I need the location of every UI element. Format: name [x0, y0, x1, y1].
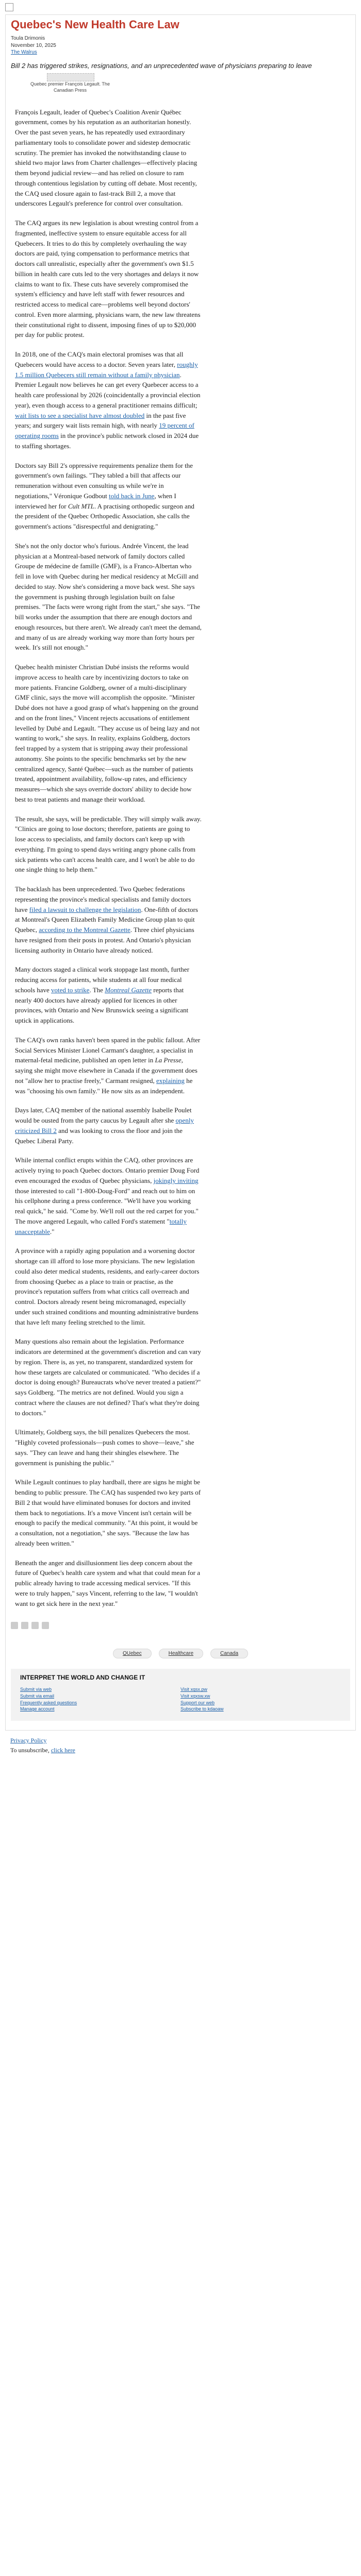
paragraph-text: While internal conflict erupts within the CAQ, other provinces are actively trying to poach Quebec doctors. Ontario premier Doug Ford even encouraged the exodus of Quebec physicians,: [15, 1156, 200, 1184]
inline-link[interactable]: roughly 1.5 million Quebecers still remain without a family physician: [15, 360, 198, 379]
paragraph-text: . A practising orthopedic surgeon and the president of the Quebec Orthopedic Association, she calls the government's actions "disrespectful and denigrating.": [15, 502, 194, 531]
twitter-icon[interactable]: [21, 1622, 28, 1629]
email-body: [0, 14, 361, 1755]
inline-link[interactable]: jokingly inviting: [153, 1176, 199, 1184]
newsletter-logo-icon: [5, 3, 13, 11]
footer-link[interactable]: Visit xqsx.pw: [180, 1687, 207, 1692]
article-paragraph: [15, 1477, 202, 1548]
paragraph-text: Doctors say Bill 2's oppressive requirements penalize them for the government's own failings. "They tabled a bill that affects our remuneration without even consulting us while we're in negotiations," Véronique Godbout: [15, 461, 193, 500]
article-paragraph: [15, 349, 202, 451]
footer-link[interactable]: Submit via email: [20, 1693, 55, 1699]
email-card: [5, 14, 356, 1731]
email-header: [0, 0, 361, 14]
footer-link[interactable]: Submit via web: [20, 1687, 52, 1692]
paragraph-text: Quebec health minister Christian Dubé insists the reforms would improve access to health care by incentivizing doctors to take on more patients. Francine Goldberg, owner of a multi-disciplinary GMF clinic, says the move will accomplish the opposite. "Minister Dubé does not have a good grasp of what's happening on the ground and on the front lines," Vincent rejects accusations of entitlement levelled by Dubé and Legault. "They accuse us of being lazy and not wanting to work," she says. In reality, explains Goldberg, doctors feel trapped by a system that is stripping away their professional autonomy. She points to the specific benchmarks set by the new centralized agency, Santé Québec—such as the number of patients treated, appointment availability, follow-up rates, and efficiency measures—which she says override doctors' ability to decide how best to treat patients and manage their workload.: [15, 663, 200, 803]
hero-caption: Quebec premier François Legault. The Canadian Press: [30, 81, 110, 93]
article-paragraph: [15, 541, 202, 653]
linkedin-icon[interactable]: [31, 1622, 39, 1629]
paragraph-text: . One-fifth of doctors at Montreal's Queen Elizabeth Family Medicine Group plan to quit Quebec,: [15, 905, 198, 934]
paragraph-text: She's not the only doctor who's furious. Andrée Vincent, the lead physician at a Montreal-based network of family doctors called Groupe de médecine de famille (GMF), is a Franco-Albertan who fell in love with Quebec during her medical residency at McGill and decided to stay. Now she's considering a move back west. She says the government is pushing through legislation built on false premises. "The facts were wrong right from the start," she says. "The bill works under the assumption that there are enough doctors and enough resources, but there aren't. We already can't meet the demand, and many of us are already working way more than forty hours per week. It's still not enough.": [15, 541, 202, 652]
paragraph-text: The CAQ argues its new legislation is about wresting control from a fragmented, ineffective system to ensure equitable access for all Quebecers. It tries to do this by completely overhauling the way doctors are paid, tying compensation to performance metrics that doctors call unrealistic, especially after the government's own $1.5 billion in health care cuts led to the very shortages and delays it now claims to want to fix. These cuts have severely compromised the system's efficiency and have left staff with fewer resources and restricted access to medical care—problems well beyond doctors' control. Even more alarming, physicians warn, the new law threatens their constitutional right to dissent, imposing fines of up to $20,000 per day for public protest.: [15, 219, 201, 339]
share-bar: [11, 1622, 350, 1629]
paragraph-text: reports that nearly 400 doctors have already applied for licences in other provinces, with Ontario and New Brunswick seeing a significant uptick in applications.: [15, 986, 189, 1025]
footer-right-links: [180, 1686, 341, 1712]
paragraph-text: in the province's public network closed in 2024 due to staffing shortages.: [15, 432, 199, 450]
inline-link[interactable]: wait lists to see a specialist have almost doubled: [15, 411, 145, 419]
article-subtitle: Bill 2 has triggered strikes, resignations, and an unprecedented wave of physicians preparing to leave: [11, 61, 312, 70]
paragraph-text: . Three chief physicians have resigned from their posts in protest. And Ontario's physician licensing authority in Ontario have already noticed.: [15, 926, 194, 954]
article-paragraph: [15, 1105, 202, 1146]
hero-image: [47, 73, 94, 81]
article-body: [15, 107, 202, 1609]
footer-link[interactable]: Manage account: [20, 1706, 55, 1712]
paragraph-text: , saying she might move elsewhere in Canada if the government does not "allow her to practise freely," Carmant resigned,: [15, 1056, 198, 1084]
article-paragraph: [15, 964, 202, 1026]
footer-link[interactable]: Support our web: [180, 1700, 215, 1705]
paragraph-text: he was "choosing his own family." He now sits as an independent.: [15, 1076, 193, 1095]
footer-left-links: [20, 1686, 180, 1712]
paragraph-text: in the past five years; and surgery wait lists remain high, with nearly: [15, 411, 186, 430]
footer-link[interactable]: Visit xqxsw.xw: [180, 1693, 210, 1699]
email-bottom: [5, 1731, 356, 1755]
article-paragraph: [15, 1246, 202, 1327]
tag-healthcare[interactable]: Healthcare: [159, 1649, 203, 1658]
paragraph-text: Ultimately, Goldberg says, the bill penalizes Quebecers the most. "Highly coveted professionals—push comes to shove—leave," she says. "They can leave and hang their shingles elsewhere. The government is punishing the public.": [15, 1428, 194, 1467]
paragraph-text: The CAQ's own ranks haven't been spared in the public fallout. After Social Services Minister Lionel Carmant's daughter, a specialist in maternal-fetal medicine, published an open letter in: [15, 1036, 201, 1064]
inline-link[interactable]: told back in June: [109, 492, 155, 500]
article-paragraph: [15, 107, 202, 209]
article-paragraph: [15, 1155, 202, 1236]
inline-link[interactable]: 19 percent of operating rooms: [15, 421, 194, 440]
privacy-policy-link[interactable]: Privacy Policy: [10, 1736, 47, 1744]
paragraph-text: and was looking to cross the floor and join the Quebec Liberal Party.: [15, 1126, 183, 1145]
article-author: Toula Drimonis: [11, 36, 45, 42]
hero-figure: [11, 73, 350, 93]
article-paragraph: [15, 218, 202, 340]
article-paragraph: [15, 662, 202, 805]
paragraph-text: François Legault, leader of Quebec's Coalition Avenir Québec government, comes by his reputation as an authoritarian honestly. Over the past seven years, he has repeatedly used extraordinary parliamentary tools to consolidate power and sidestep democratic scrutiny. The premier has invoked the notwithstanding clause to shield two major laws from Charter challenges—effectively placing them beyond judicial review—and has relied on closure to ram through contentious legislation by cutting off debate. Most recently, the CAQ used closure again to fast-track Bill 2, a move that underscores Legault's preference for control over consultation.: [15, 108, 198, 208]
paragraph-text: Many doctors staged a clinical work stoppage last month, further reducing access for patients, while students at all four medical schools have: [15, 965, 189, 994]
footer-band: [11, 1669, 350, 1720]
publication-link[interactable]: The Walrus: [11, 49, 37, 56]
paragraph-text: A province with a rapidly aging population and a worsening doctor shortage can ill afford to lose more physicians. The new legislation could also deter medical students, residents, and early-career doctors from choosing Quebec as a place to train or practise, as the province's reputation suffers from what critics call overreach and control. Doctors already resent being micromanaged, especially under such strained conditions and mounting administrative burdens that have left many feeling stretched to the limit.: [15, 1247, 200, 1326]
inline-link[interactable]: Montreal Gazette: [105, 986, 152, 994]
unsubscribe-row: [10, 1745, 351, 1755]
article-paragraph: [15, 814, 202, 875]
inline-link[interactable]: totally unacceptable: [15, 1217, 187, 1235]
article-paragraph: [15, 461, 202, 532]
tag-list: [11, 1649, 350, 1658]
footer-heading: INTERPRET THE WORLD AND CHANGE IT: [20, 1674, 145, 1682]
article-title: Quebec's New Health Care Law: [11, 18, 179, 31]
paragraph-text: Cult MTL: [68, 502, 94, 510]
paragraph-text: . The: [89, 986, 105, 994]
article-paragraph: [15, 884, 202, 955]
footer-link[interactable]: Frequently asked questions: [20, 1700, 77, 1705]
inline-link[interactable]: explaining: [156, 1076, 185, 1084]
paragraph-text: The backlash has been unprecedented. Two Quebec federations representing the province's medical specialists and family doctors have: [15, 885, 191, 913]
article-paragraph: [15, 1035, 202, 1096]
inline-link[interactable]: filed a lawsuit to challenge the legislation: [29, 905, 141, 913]
paragraph-text: While Legault continues to play hardball, there are signs he might be bending to public pressure. The CAQ has suspended two key parts of Bill 2 that would have eliminated bonuses for doctors and invited them back to negotiations. It's a move Vincent isn't certain will be enough to pacify the medical community. "At this point, it would be a consultation, not a negotiation," she says. "Because the law has already been written.": [15, 1478, 201, 1547]
tag-quebec[interactable]: QUebec: [113, 1649, 152, 1658]
inline-link[interactable]: voted to strike: [51, 986, 90, 994]
paragraph-text: In 2018, one of the CAQ's main electoral promises was that all Quebecers would have access to a doctor. Seven years later,: [15, 350, 184, 368]
article-meta: [11, 35, 350, 56]
facebook-icon[interactable]: [11, 1622, 18, 1629]
paragraph-text: Many questions also remain about the legislation. Performance indicators are determined at the government's discretion and can vary by region. There is, as yet, no transparent, standardized system for how these targets are calculated or communicated. "Who decides if a doctor is doing enough? Bureaucrats who've never treated a patient?" says Goldberg. "The metrics are not defined. Would you sign a contract where the clauses are not defined? That's what they're doing to doctors.": [15, 1337, 201, 1417]
paragraph-text: The result, she says, will be predictable. They will simply walk away. "Clinics are going to lose doctors; therefore, patients are going to lose access to specialists, and family doctors can't keep up with everything. I'm going to spend days writing angry phone calls from sick patients who can't access health care, and I won't be able to do one single thing to help them.": [15, 815, 202, 874]
paragraph-text: Days later, CAQ member of the national assembly Isabelle Poulet would be ousted from the party caucus by Legault after she: [15, 1106, 192, 1125]
article-paragraph: [15, 1336, 202, 1418]
email-share-icon[interactable]: [42, 1622, 49, 1629]
article-paragraph: [15, 1427, 202, 1468]
unsubscribe-text: To unsubscribe,: [10, 1747, 50, 1754]
inline-link[interactable]: openly criticized Bill 2: [15, 1116, 194, 1134]
paragraph-text: .": [50, 1227, 55, 1235]
inline-link[interactable]: according to the Montreal Gazette: [39, 926, 130, 934]
paragraph-text: Beneath the anger and disillusionment lies deep concern about the future of Quebec's health care system and what that could mean for a public already having to trade accessing medical services. "If this were to truly happen," says Vincent, referring to the law, "I wouldn't want to get sick here in the next year.": [15, 1558, 200, 1607]
paragraph-text: . Premier Legault now believes he can get every Quebecer access to a health care professional by 2026 (coincidentally a provincial election year), even though access to a general practitioner remains difficult;: [15, 370, 201, 409]
article-date: November 10, 2025: [11, 42, 56, 48]
tag-canada[interactable]: Canada: [210, 1649, 248, 1658]
paragraph-text: La Presse: [155, 1056, 182, 1064]
article-paragraph: [15, 1558, 202, 1609]
unsubscribe-link[interactable]: click here: [51, 1747, 75, 1754]
paragraph-text: those interested to call "1-800-Doug-Ford" and reach out to him on his cellphone during a press conference. "We'll have you working real quick," he said. "Come by. We'll roll out the red carpet for you." The move angered Legault, who called Ford's statement ": [15, 1187, 199, 1225]
paragraph-text: , when I interviewed her for: [15, 492, 176, 510]
footer-link[interactable]: Subscribe to kdaoaw: [180, 1706, 224, 1712]
